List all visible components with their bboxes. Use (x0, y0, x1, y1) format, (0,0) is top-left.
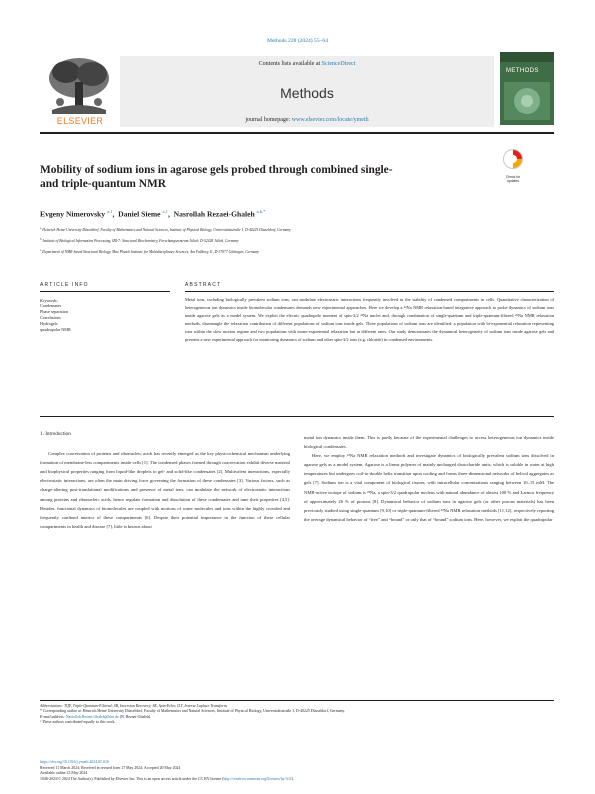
check-updates-line1: Check for (505, 175, 521, 179)
sciencedirect-link[interactable]: ScienceDirect (321, 61, 356, 67)
available-online: Available online 23 May 2024 (40, 771, 88, 776)
doi-link[interactable]: https://doi.org/10.1016/j.ymeth.2024.05.016 (40, 760, 109, 764)
journal-homepage-link[interactable]: www.elsevier.com/locate/ymeth (291, 117, 369, 123)
cover-artwork (500, 52, 554, 125)
equal-contribution-footnote: ¹ These authors contributed equally to this work. (40, 720, 116, 725)
email-suffix: (N. Rezaei-Ghaleh). (118, 714, 152, 719)
corresponding-author-footnote: * Corresponding author at: Heinrich Heine University Düsseldorf, Faculty of Mathematics and Natural Sciences, Institute of Physical Biology, Universitätsstraße 1, D-40225 Düsseldorf, Germany. (40, 709, 346, 714)
homepage-line (120, 117, 494, 123)
journal-cover (500, 52, 554, 125)
author-name: Daniel Sieme (118, 209, 161, 219)
keyword: quadrupolar NMR (40, 327, 71, 332)
author-marks[interactable]: a,1 (106, 209, 113, 214)
section-title: 1. Introduction (40, 431, 71, 437)
header-rule (40, 132, 554, 134)
journal-banner (40, 52, 554, 127)
body-left-column (40, 430, 290, 531)
affiliation (40, 237, 554, 244)
keyword: Condensates (40, 303, 62, 308)
author-name: Nasrollah Rezaei-Ghaleh (173, 209, 255, 219)
body-paragraph: metal ion dynamics inside them. This is partly because of the experimental challenges to access heterogeneous ion dynamics inside biological condensates. (304, 435, 554, 450)
affiliation (40, 226, 554, 233)
contents-prefix: Contents lists available at (258, 61, 322, 67)
received-dates: Received 11 March 2024; Received in revised form 17 May 2024; Accepted 20 May 2024 (40, 765, 181, 770)
affiliation-text: Heinrich Heine University Düsseldorf, Faculty of Mathematics and Natural Sciences, Institute of Physical Biology, Universitätsstraße 1, D-40225 Düsseldorf, Germany (42, 228, 291, 233)
article-title (40, 163, 480, 191)
affiliation-mark: c (40, 248, 42, 252)
keywords-block (40, 298, 170, 333)
footnotes (40, 704, 554, 726)
keywords-heading: Keywords: (40, 298, 58, 303)
banner-center (120, 56, 494, 127)
article-info-heading: ARTICLE INFO (40, 282, 89, 288)
article-info-rule (40, 291, 170, 292)
license-prefix: 1046-2023/© 2024 The Author(s). Published by Elsevier Inc. This is an open access article under the CC BY license ( (40, 776, 224, 781)
author-marks[interactable]: a,1 (162, 209, 168, 214)
license-link[interactable]: http://creativecommons.org/licenses/by/4.0/ (223, 776, 292, 781)
journal-name: Methods (280, 85, 334, 101)
body-paragraph: Here, we employ ²³Na NMR relaxation methods and investigate dynamics of biologically prevalent sodium ions dissolved in agarose gels as a model system. Agarose is a linear polymer of mainly uncharged disaccharide units, which is soluble in water at high temperatures but undergoes coil-to-double helix transition upon cooling and forms three-dimensional networks of helical aggregates as gels [7]. Sodium ion is a vital component of biological tissues, with intracellular concentrations ranging between 10–15 mM. The NMR-active isotope of sodium is ²³Na, a spin-3/2 quadrupolar nucleus with natural abundance of almost 100 % and Larmor frequency of approximately 26 % of protons [8]. Dynamical behavior of sodium ions in agarose gels (or other porous materials) has been previously studied using single-quantum [9,10] or triple-quantum-filtered ²³Na NMR relaxation methods [11,12], respectively reporting the average dynamical behavior of “free” and “bound” or only that of “bound” sodium ions. Here, however, we exploit the quadrupolar (304, 453, 554, 522)
author-list: Evgeny Nimerovsky $^{a,1}$, Daniel Sieme $^{a,1}$, Nasrollah Rezaei-Ghaleh $^{a,b,*}$ (40, 209, 266, 219)
keyword: Phase separation (40, 309, 69, 314)
abbreviations-footnote: Abbreviations: TQF, Triple-Quantum-Filtered; SR, Inversion Recovery; SE, Spin-Echo; ILT, Inverse Laplace Transform. (40, 704, 228, 708)
affiliation-mark: a (40, 226, 42, 230)
check-updates-line2: updates (506, 179, 520, 183)
body-paragraph: Complex coacervation of proteins and ribonucleic acids has recently emerged as the key physicochemical mechanism underlying formation of membrane-less compartments inside cells [1]. The condensed phases formed through coacervation exhibit diverse material and biophysical properties ranging from liquid-like droplets to gel- and solid-like condensates [2]. Multivalent interactions, especially electrostatic interactions, are often the main driving force governing the formation of these condensates [3]. Various factors, such as charge-altering post-translational modifications and presence of metal ions, can modulate the network of electrostatic interactions among proteins and ribonucleic acids, hence regulate formation and dissolution of these condensates and tune their properties [4,5]. Besides, functional dynamics of biomolecules are coupled with motions of water molecules and ions within the highly crowded and frequently confined interior of these compartments [6]. Despite their potential importance in the function of these cellular compartments in health and disease [7], little is known about (40, 451, 290, 529)
cover-title: METHODS (506, 68, 539, 74)
affiliation-mark: b (40, 237, 42, 241)
affiliation-text: Department of NMR-based Structural Biology, Max Planck Institute for Multidisciplinary Sciences, Am Faßberg 11, D-37077 Göttingen, Germany (42, 250, 259, 255)
publisher-logo-text: ELSEVIER (56, 116, 104, 126)
author-name: Evgeny Nimerovsky (40, 209, 106, 219)
keyword: Correlations (40, 315, 61, 320)
journal-reference[interactable]: Methods 228 (2024) 55–64 (266, 38, 329, 44)
homepage-prefix: journal homepage: (245, 117, 292, 123)
abstract-end-rule (40, 416, 554, 417)
body-right-column (304, 433, 554, 524)
affiliation-text: Institute of Biological Information Processing, IBI-7: Structural Biochemistry, Forschungszentrum Jülich, D-52428 Jülich, Germany (42, 239, 239, 244)
abstract-text: Metal ions, including biologically prevalent sodium ions, can modulate electrostatic interactions frequently involved in the stability of condensed compartments in cells. Quantitative characterization of heterogeneous ion dynamics inside biomolecular condensates demands new experimental approaches. Here we develop a ²³Na NMR relaxation-based integrative approach to probe dynamics of sodium ions inside agarose gels as a model system. We exploit the electric quadrupole moment of spin-3/2 ²³Na nuclei and, through combination of single-quantum and triple-quantum-filtered ²³Na NMR relaxation methods, disentangle the relaxation contribution of different populations of sodium ions inside gels. Three populations of sodium ions are identified: a population with bi-exponential relaxation representing ions within the slow motion regime and two populations with mono-exponential relaxation but at different rates. Our study demonstrates the dynamical heterogeneity of sodium ions inside agarose gels and presents a new experimental approach for monitoring dynamics of sodium and other spin-3/2 ions (e.g. chloride) in condensed environments. (185, 297, 554, 343)
check-for-updates-badge[interactable] (500, 148, 526, 182)
affiliation (40, 248, 554, 255)
abstract-heading: ABSTRACT (185, 282, 222, 288)
keyword: Hydrogels (40, 321, 58, 326)
abstract-rule (185, 291, 554, 292)
title-line-1: Mobility of sodium ions in agarose gels probed through combined single- (40, 164, 393, 176)
license-suffix: ). (291, 776, 294, 781)
title-line-2: and triple-quantum NMR (40, 178, 166, 190)
contents-line (120, 61, 494, 67)
license-line (40, 777, 554, 783)
article-history (40, 760, 554, 782)
author-marks[interactable]: a,b,* (256, 209, 266, 214)
footnote-rule (40, 700, 554, 701)
email-prefix: E-mail address: (40, 714, 66, 719)
email-link[interactable]: Nasrollah.Rezaei.Ghaleh@hhu.de (65, 714, 119, 719)
check-updates-icon (500, 148, 526, 170)
